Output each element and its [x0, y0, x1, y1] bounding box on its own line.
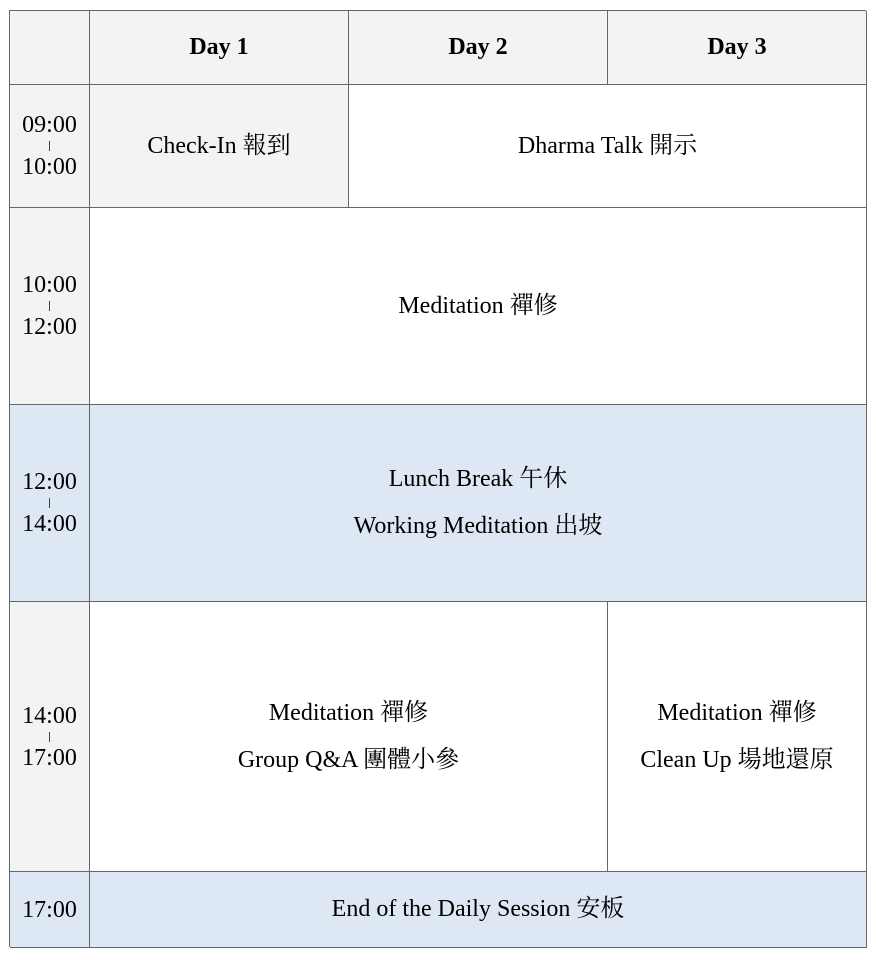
time-slot-1700	[10, 872, 90, 948]
event-lunch-break	[90, 405, 867, 602]
event-line: Working Meditation 出坡	[353, 513, 603, 539]
time-start: 10:00	[22, 272, 77, 298]
schedule-table	[9, 10, 866, 947]
event-line: Group Q&A 團體小參	[237, 746, 460, 773]
time-slot-0900	[10, 85, 90, 208]
time-separator	[49, 498, 50, 508]
event-line: Meditation 禪修	[657, 699, 817, 726]
time-separator	[49, 141, 50, 151]
time-end: 10:00	[22, 154, 77, 180]
time-separator	[49, 732, 50, 742]
event-dharma-talk: Dharma Talk 開示	[349, 85, 867, 208]
event-line: Clean Up 場地還原	[640, 746, 834, 773]
time-start: 17:00	[22, 896, 77, 923]
time-separator	[49, 301, 50, 311]
time-slot-1200	[10, 405, 90, 602]
event-meditation-group-qa	[90, 602, 608, 872]
event-end-of-session: End of the Daily Session 安板	[90, 872, 867, 948]
event-meditation-morning: Meditation 禪修	[90, 208, 867, 405]
header-corner-cell	[10, 11, 90, 85]
event-line: Meditation 禪修	[268, 699, 429, 726]
time-start: 09:00	[22, 112, 77, 138]
event-check-in: Check-In 報到	[90, 85, 349, 208]
event-meditation-clean-up	[608, 602, 867, 872]
event-line: Lunch Break 午休	[388, 466, 568, 492]
time-end: 12:00	[22, 314, 77, 340]
header-day-1: Day 1	[90, 11, 349, 85]
time-slot-1000	[10, 208, 90, 405]
time-start: 14:00	[22, 702, 77, 729]
time-end: 17:00	[22, 744, 77, 771]
header-day-2: Day 2	[349, 11, 608, 85]
time-end: 14:00	[22, 511, 77, 537]
header-day-3: Day 3	[608, 11, 867, 85]
time-start: 12:00	[22, 469, 77, 495]
time-slot-1400	[10, 602, 90, 872]
